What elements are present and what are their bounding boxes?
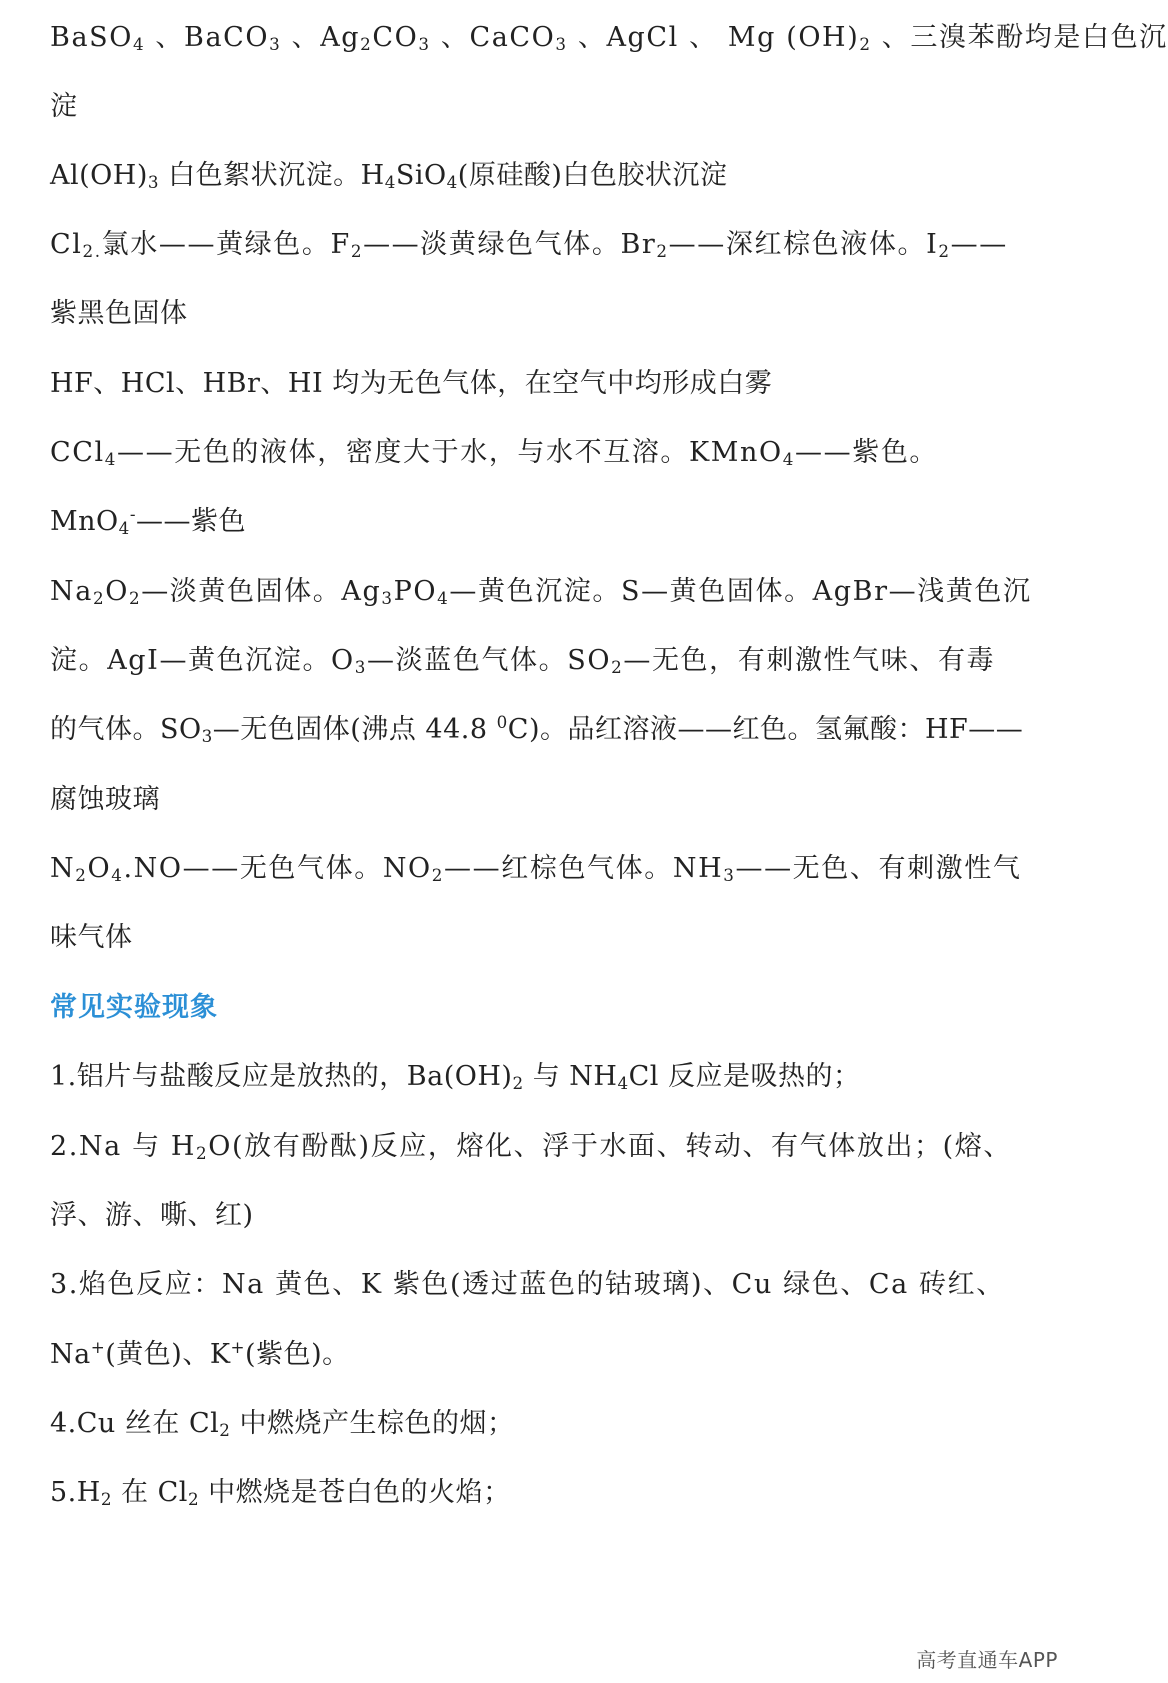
- para-ccl4-cont: MnO$_4$-——紫色: [50, 503, 246, 539]
- para-nitrogen-cont: 味气体: [50, 922, 133, 953]
- item-2: 2.Na 与 $H_2O$(放有酚酞)反应，熔化、浮于水面、转动、有气体放出；(熔、: [50, 1131, 1012, 1164]
- para-na2o2-cont1: 淀。AgI—黄色沉淀。$O_3—$淡蓝色气体。$SO_2—$无色，有刺激性气味、有毒: [50, 645, 996, 678]
- item-5: $5.H_2$ 在 $Cl_2$ 中燃烧是苍白色的火焰；: [50, 1477, 511, 1510]
- item-4: 4.Cu 丝在 $Cl_2$ 中燃烧产生棕色的烟；: [50, 1408, 515, 1441]
- watermark-label: 高考直通车APP: [916, 1648, 1058, 1672]
- para-aloh3: $Al(OH)_3$ 白色絮状沉淀。$H_4SiO_4$(原硅酸)白色胶状沉淀: [50, 160, 728, 193]
- item-1: 1.铝片与盐酸反应是放热的，$Ba(OH)_2$ 与 $NH_4Cl$ 反应是吸热的；: [50, 1061, 861, 1094]
- item-3: 3.焰色反应：Na 黄色、K 紫色(透过蓝色的钴玻璃)、Cu 绿色、Ca 砖红、: [50, 1269, 1005, 1300]
- para-halogens-cont: 紫黑色固体: [50, 298, 188, 329]
- item-2-cont: 浮、游、嘶、红): [50, 1200, 254, 1231]
- section-heading: 常见实验现象: [50, 992, 218, 1023]
- para-na2o2: $Na_2O_2—$淡黄色固体。$Ag_3PO_4—$黄色沉淀。S—黄色固体。AgBr—浅黄色沉: [50, 576, 1032, 609]
- para-precipitate-white: BaSO$_4$ 、BaCO$_3$ 、$Ag_2CO_3$ 、CaCO$_3$ 、AgCl 、 Mg $(OH)_2$ 、三溴苯酚均是白色沉: [50, 22, 1168, 55]
- para-halogens: $Cl_{2.}$氯水——黄绿色。$F_2——$淡黄绿色气体。$Br_2——$深红棕色液体。$I_2——$: [50, 229, 1008, 262]
- para-na2o2-cont3: 腐蚀玻璃: [50, 784, 160, 815]
- para-na2o2-cont2: 的气体。$SO_3—$无色固体(沸点 44.8 $^0$C)。品红溶液——红色。氢氟酸：HF——: [50, 711, 1024, 747]
- para-ccl4: CCl$_4$——无色的液体，密度大于水，与水不互溶。KMnO$_4$——紫色。: [50, 437, 939, 470]
- para-precipitate-white-cont: 淀: [50, 91, 78, 122]
- para-nitrogen: $N_2O_4.NO——$无色气体。$NO_2——$红棕色气体。$NH_3——$无色、有刺激性气: [50, 853, 1022, 886]
- para-hydrogen-halides: HF、HCl、HBr、HI 均为无色气体，在空气中均形成白雾: [50, 368, 773, 399]
- item-3-cont: Na+(黄色)、K+(紫色)。: [50, 1336, 350, 1370]
